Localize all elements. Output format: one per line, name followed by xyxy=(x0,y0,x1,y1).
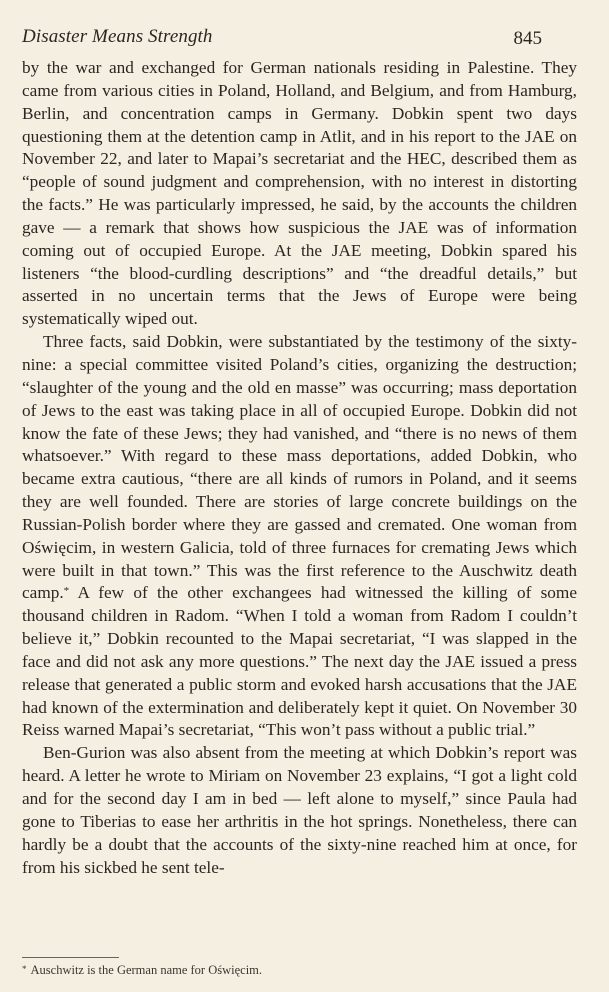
page-number: 845 xyxy=(513,28,542,49)
footnote-reference-marker: * xyxy=(63,585,70,598)
paragraph-3: Ben-Gurion was also absent from the meeting at which Dobkin’s report was heard. A letter he wrote to Miriam on November 23 explains, “I got a light cold and for the second day I am in bed — left alone to myself,” since Paula had gone to Tiberias to ease her arthritis in the hot springs. Nonetheless, there can hardly be a doubt that the accounts of the sixty-nine reached him at once, for from his sickbed he sent tele- xyxy=(22,743,577,877)
paragraph-2-text-a: Three facts, said Dobkin, were substantiated by the testimony of the sixty-nine: a special committee visited Poland’s cities, organizing the destruction; “slaughter of the young and the old en masse” was occurring; mass deportation of Jews to the east was taking place in all of occupied Europe. Dobkin did not know the fate of these Jews; they had vanished, and “there is no news of them whatsoever.” With regard to these mass deportations, added Dobkin, who became extra cautious, “there are all kinds of rumors in Poland, and it seems they are well founded. There are stories of large concrete buildings on the Russian-Polish border where they are gassed and cremated. One woman from Oświęcim, in western Galicia, told of three furnaces for cremating Jews which were built in that town.” This was the first reference to the Auschwitz death camp. xyxy=(22,332,577,603)
running-title: Disaster Means Strength xyxy=(22,26,213,47)
paragraph-1: by the war and exchanged for German nationals residing in Palestine. They came from various cities in Poland, Holland, and Belgium, and from Hamburg, Berlin, and concentration camps in Germany. Dobkin spent two days questioning them at the detention camp in Atlit, and in his report to the JAE on November 22, and later to Mapai’s secretariat and the HEC, described them as “people of sound judgment and comprehension, with no interest in distorting the facts.” He was particularly impressed, he said, by the accounts the children gave — a remark that shows how suspicious the JAE was of information coming out of occupied Europe. At the JAE meeting, Dobkin spared his listeners “the blood-curdling descriptions” and “the dreadful details,” but asserted in no uncertain terms that the Jews of Europe were being systematically wiped out. xyxy=(22,58,577,329)
body-text xyxy=(22,57,577,879)
footnote-text: Auschwitz is the German name for Oświęcim. xyxy=(30,963,263,977)
paragraph-2 xyxy=(22,331,577,742)
paragraph-2-text-b: A few of the other exchangees had witnessed the killing of some thousand children in Radom. “When I told a woman from Radom I couldn’t believe it,” Dobkin recounted to the Mapai secretariat, “I was slapped in the face and did not ask any more questions.” The next day the JAE issued a press release that generated a public storm and evoked harsh accusations that the JAE had known of the extermination and deliberately kept it quiet. On November 30 Reiss warned Mapai’s secretariat, “This won’t pass without a public trial.” xyxy=(22,583,577,740)
footnote xyxy=(22,961,577,979)
footnote-divider xyxy=(22,957,119,958)
running-head xyxy=(22,24,542,50)
footnote-marker: * xyxy=(22,964,27,974)
book-page xyxy=(22,0,579,992)
